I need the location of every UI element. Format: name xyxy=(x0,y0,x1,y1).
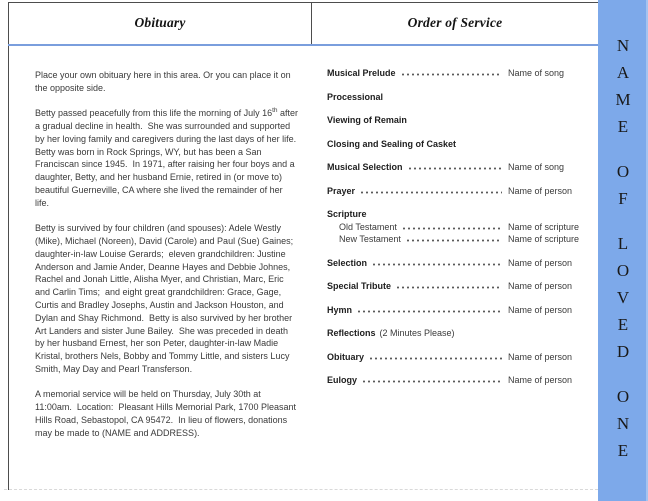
order-item xyxy=(327,351,598,364)
order-sub-item xyxy=(327,233,598,246)
dotted-leader xyxy=(370,357,502,360)
order-item xyxy=(327,91,598,104)
order-item-label: Musical Prelude xyxy=(327,68,396,78)
order-item xyxy=(327,67,598,80)
dotted-leader xyxy=(409,167,502,170)
order-item xyxy=(327,327,598,340)
header-blue-rule xyxy=(8,44,598,46)
order-of-service-page-title: Order of Service xyxy=(407,15,503,30)
order-item-note: (2 Minutes Please) xyxy=(379,328,455,338)
dotted-leader xyxy=(361,191,502,194)
order-item-value: Name of scripture xyxy=(508,221,580,232)
order-item-value: Name of person xyxy=(508,304,573,315)
obituary-paragraph xyxy=(35,388,299,439)
sidebar-word: NAME xyxy=(613,36,633,144)
order-item-label: Old Testament xyxy=(339,221,397,232)
obituary-paragraph-text: Betty is survived by four children (and spouses): Adele Westly (Mike), Michael (Noreen), David (Carole) and Paul (Sue) Gaines; daughter-in-law Louise Gerards; eleven grandchildren: Justine Anderson and Jamie Ander, Deanne Hayes and Debbie Johnes, Rachel and Jonah Little, Alisha Myer, and Christian, Marc, Eric and Carlin Tims; and eight great grandchildren: Grace, Gage, Curtis and Bradley Josephs, Austin and Jackson Houston, and Dylan and Shay Richmond. Betty is also survived by her brother Art Landers and sister June Bailey. She was preceded in death by her husband Ernest, her son Peter, daughter-in-law Madie Kristal, brothers Nels, Bobby and Tommy Little, and sisters Lucy Smith, May Day and Pearl Transferson. xyxy=(35,223,299,374)
order-of-service-list xyxy=(327,67,598,398)
order-item-value: Name of song xyxy=(508,68,565,78)
order-item-value: Name of person xyxy=(508,375,573,385)
dotted-leader xyxy=(373,263,502,266)
order-item xyxy=(327,304,598,317)
order-of-service-header-cell xyxy=(312,2,598,44)
order-item-value: Name of person xyxy=(508,257,573,268)
order-item xyxy=(327,161,598,174)
order-item-label: Special Tribute xyxy=(327,281,392,291)
obituary-paragraph-text: A memorial service will be held on Thursday, July 30th at 11:00am. Location: Pleasant Hills Memorial Park, 1700 Pleasant Hills Road, Sebastopol, CA 95472. In lieu of flowers, donations may be made to (NAME and ADDRESS). xyxy=(35,389,299,438)
order-item xyxy=(327,185,598,198)
obituary-paragraph xyxy=(35,222,299,376)
order-item xyxy=(327,138,598,151)
order-item-value: Name of scripture xyxy=(508,234,580,244)
dotted-leader xyxy=(397,286,502,289)
order-sub-item xyxy=(327,221,598,234)
obituary-page-title: Obituary xyxy=(134,15,186,30)
order-item-label: Musical Selection xyxy=(327,162,403,172)
obituary-paragraph-text: after a gradual decline in health. She was surrounded and supported by her loving family and caregivers during the last days of her life. Betty was born in Rock Springs, WY, but has been a San Franciscan since 1945. In 1971, after raising her four boys and a daughter, Betty, and her husband Ernie, retired in (or move to) beautiful Guerneville, CA where she lived the remainder of her life. xyxy=(35,108,302,208)
sidebar-word: LOVED xyxy=(613,234,633,369)
dotted-leader xyxy=(358,310,502,313)
obituary-header-cell xyxy=(9,2,311,44)
order-item-label: Closing and Sealing of Casket xyxy=(327,138,457,149)
order-item xyxy=(327,374,598,387)
order-item xyxy=(327,257,598,270)
dotted-leader xyxy=(407,239,502,242)
order-item xyxy=(327,280,598,293)
order-item-value: Name of person xyxy=(508,185,573,196)
frame-left-line xyxy=(8,2,9,490)
ordinal-superscript: th xyxy=(272,107,278,115)
name-of-loved-one-sidebar xyxy=(598,0,648,501)
obituary-paragraph-text: Place your own obituary here in this area. Or you can place it on the opposite side. xyxy=(35,70,294,93)
order-item-label: Scripture xyxy=(327,209,367,219)
sidebar-word: ONE xyxy=(613,387,633,468)
obituary-text-block xyxy=(35,69,302,452)
order-item-value: Name of song xyxy=(508,162,565,172)
order-item-label: Selection xyxy=(327,257,368,268)
order-item-label: Processional xyxy=(327,91,384,102)
bottom-fold-line xyxy=(4,489,598,490)
order-item xyxy=(327,114,598,127)
order-item-value: Name of person xyxy=(508,281,573,291)
order-item-label: Prayer xyxy=(327,185,356,196)
obituary-paragraph-text: Betty passed peacefully from this life the morning of July 16 xyxy=(35,108,273,119)
order-item-label: Hymn xyxy=(327,304,353,315)
sidebar-word: OF xyxy=(613,162,633,216)
obituary-paragraph xyxy=(35,69,299,95)
dotted-leader xyxy=(403,227,502,230)
dotted-leader xyxy=(402,73,502,76)
order-item-label: Eulogy xyxy=(327,375,358,385)
order-item-label: Reflections xyxy=(327,328,376,338)
order-item-label: New Testament xyxy=(339,234,401,244)
order-item-label: Obituary xyxy=(327,351,365,362)
order-item-label: Viewing of Remain xyxy=(327,115,407,125)
obituary-paragraph xyxy=(35,107,302,209)
dotted-leader xyxy=(363,380,502,383)
order-item xyxy=(327,208,598,221)
order-item-value: Name of person xyxy=(508,351,573,362)
